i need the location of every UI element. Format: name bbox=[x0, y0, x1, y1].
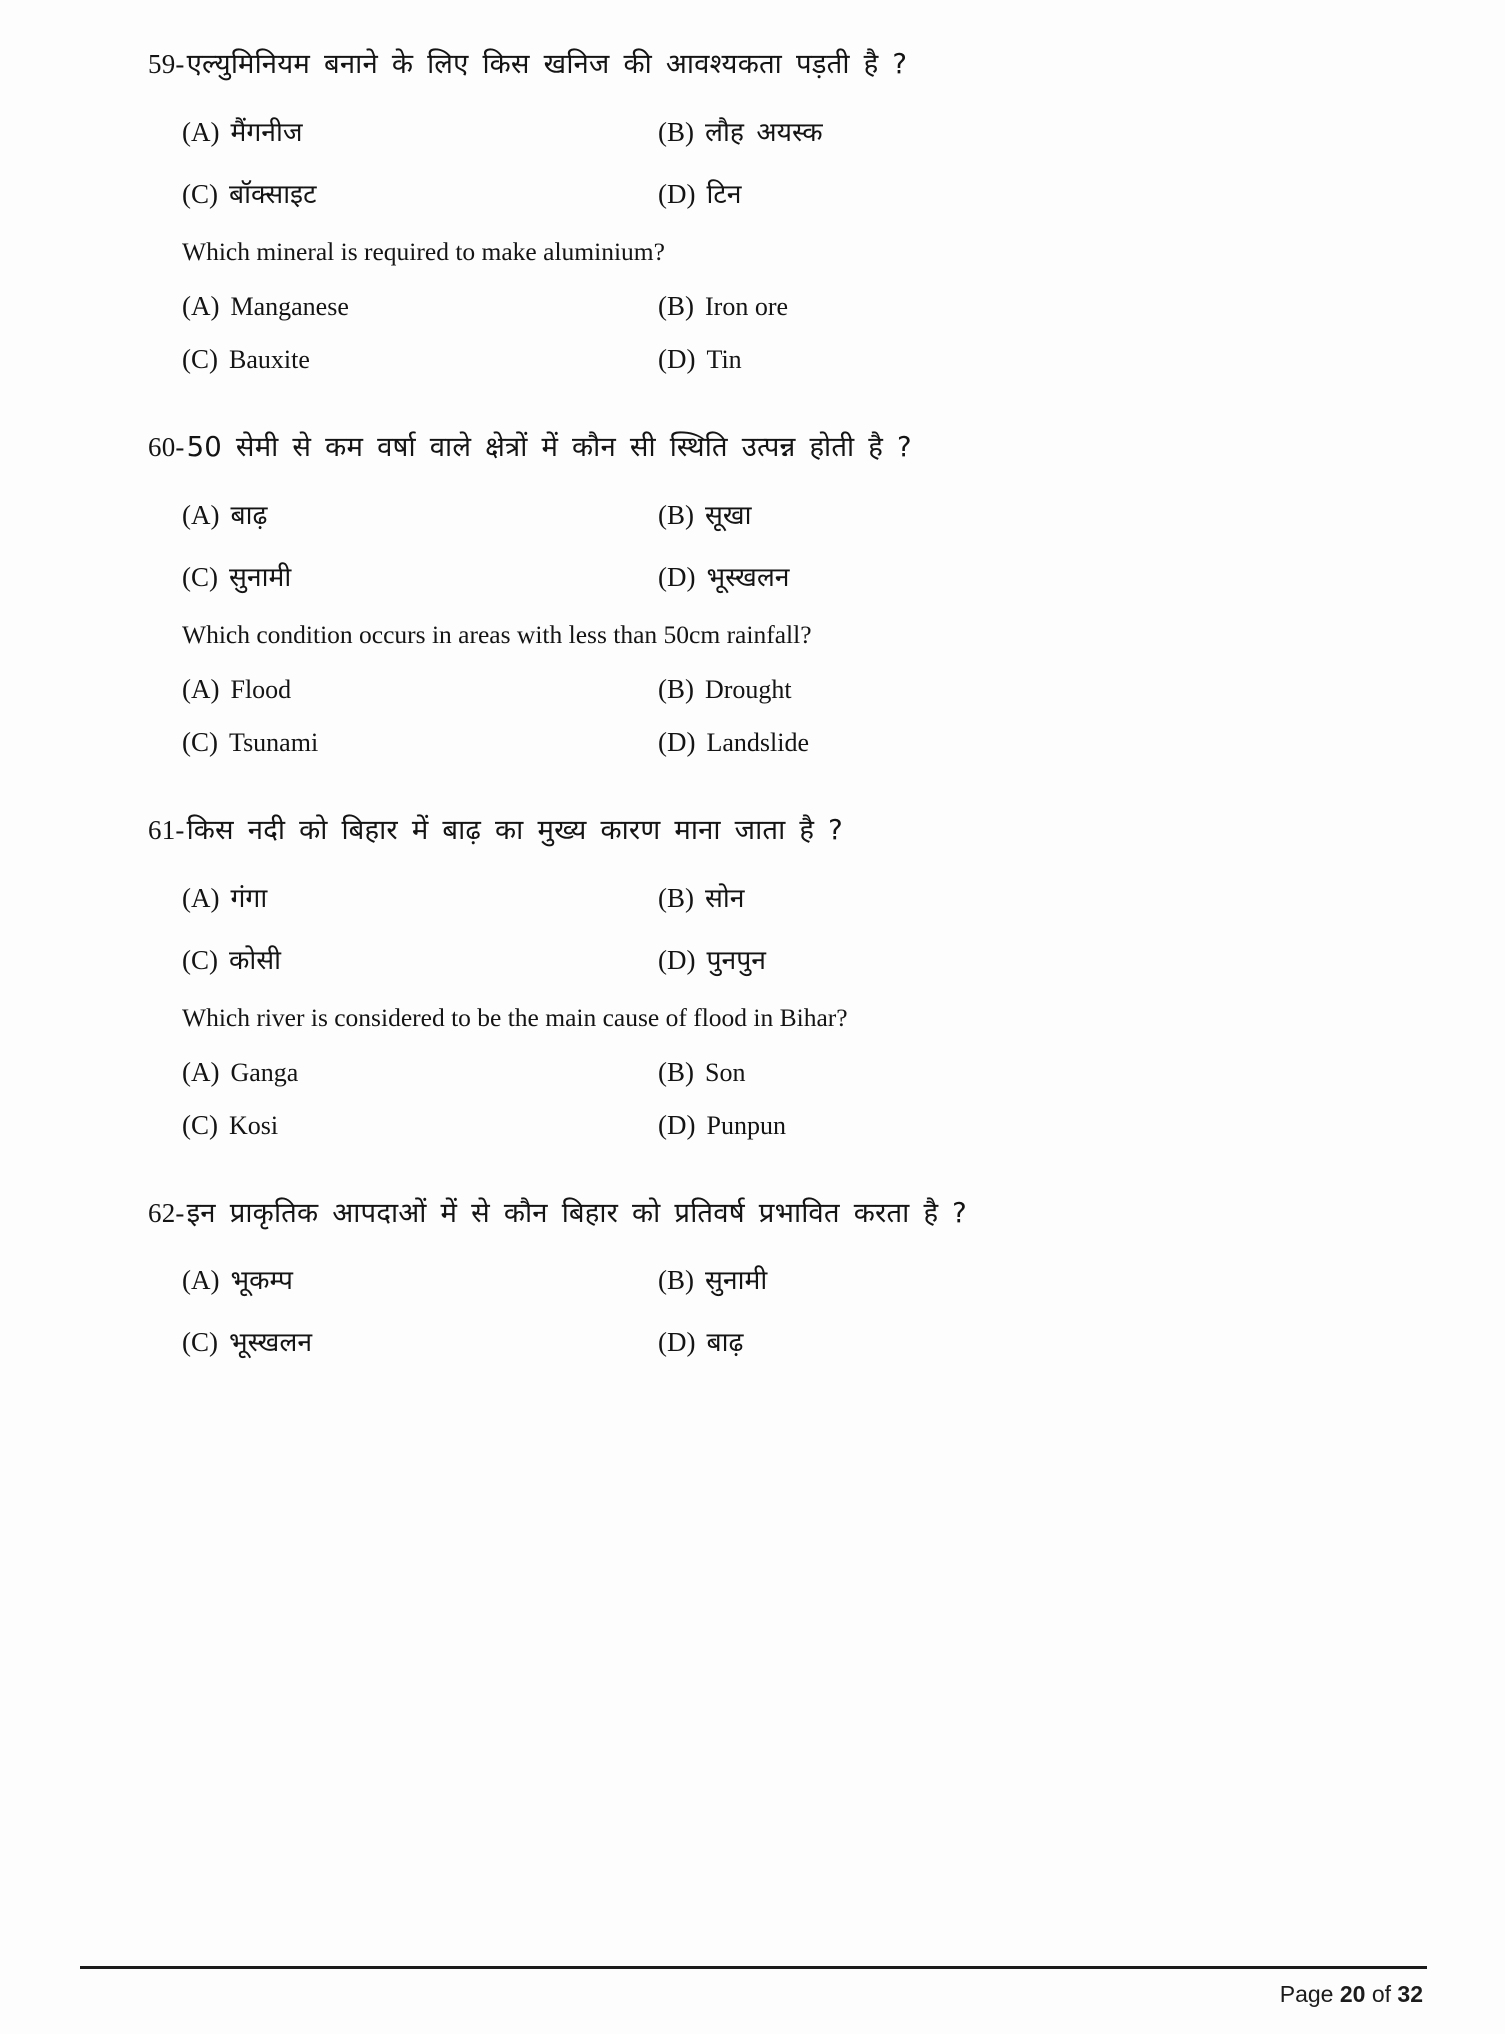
question-number-61: 61- bbox=[148, 814, 185, 845]
footer-total-pages: 32 bbox=[1397, 1981, 1423, 2007]
option-row bbox=[148, 1323, 1363, 1359]
question-block-60 bbox=[148, 429, 1363, 758]
option-row bbox=[148, 558, 1363, 594]
option-label: Manganese bbox=[230, 291, 349, 321]
option-label: भूस्खलन bbox=[229, 1327, 313, 1359]
option-c-english-61[interactable] bbox=[148, 1110, 652, 1141]
option-label: भूस्खलन bbox=[706, 561, 790, 593]
option-key: (C) bbox=[182, 178, 218, 209]
question-heading-60 bbox=[148, 429, 1363, 466]
question-block-62 bbox=[148, 1195, 1363, 1360]
option-c-hindi-59[interactable] bbox=[148, 175, 652, 211]
option-label: मैंगनीज bbox=[230, 116, 303, 148]
option-label: Tin bbox=[706, 344, 742, 374]
footer-page-word: Page bbox=[1279, 1981, 1334, 2007]
option-key: (A) bbox=[182, 116, 220, 147]
option-key: (A) bbox=[182, 290, 220, 321]
option-d-english-61[interactable] bbox=[652, 1110, 1363, 1141]
option-key: (B) bbox=[658, 1265, 694, 1296]
option-c-english-60[interactable] bbox=[148, 727, 652, 758]
option-b-hindi-60[interactable] bbox=[652, 496, 1363, 532]
question-heading-61 bbox=[148, 812, 1363, 849]
question-block-61 bbox=[148, 812, 1363, 1141]
option-label: Tsunami bbox=[229, 727, 319, 757]
option-label: Drought bbox=[705, 674, 792, 704]
option-d-english-60[interactable] bbox=[652, 727, 1363, 758]
option-a-english-60[interactable] bbox=[148, 674, 652, 705]
question-text-hindi-62: इन प्राकृतिक आपदाओं में से कौन बिहार को प्रतिवर्ष प्रभावित करता है ? bbox=[186, 1196, 967, 1229]
option-d-hindi-61[interactable] bbox=[652, 941, 1363, 977]
question-text-english-59: Which mineral is required to make aluminium? bbox=[182, 236, 665, 266]
option-key: (C) bbox=[182, 343, 218, 374]
page-number-label bbox=[80, 1981, 1427, 2008]
option-row bbox=[148, 344, 1363, 375]
option-b-hindi-62[interactable] bbox=[652, 1261, 1363, 1297]
page-footer bbox=[80, 1966, 1427, 2008]
option-key: (C) bbox=[182, 726, 218, 757]
option-key: (C) bbox=[182, 561, 218, 592]
option-label: सोन bbox=[705, 882, 745, 914]
option-d-english-59[interactable] bbox=[652, 344, 1363, 375]
option-key: (D) bbox=[658, 726, 696, 757]
option-label: गंगा bbox=[230, 882, 268, 914]
option-b-english-59[interactable] bbox=[652, 291, 1363, 322]
option-d-hindi-60[interactable] bbox=[652, 558, 1363, 594]
option-b-english-60[interactable] bbox=[652, 674, 1363, 705]
option-label: सूखा bbox=[705, 499, 752, 531]
option-label: Son bbox=[705, 1057, 746, 1087]
option-label: Punpun bbox=[706, 1110, 786, 1140]
option-label: टिन bbox=[706, 178, 742, 210]
option-key: (A) bbox=[182, 882, 220, 913]
hindi-options-60 bbox=[148, 496, 1363, 594]
option-row bbox=[148, 1261, 1363, 1297]
option-key: (B) bbox=[658, 499, 694, 530]
hindi-options-59 bbox=[148, 113, 1363, 211]
option-key: (B) bbox=[658, 1056, 694, 1087]
english-options-60 bbox=[148, 674, 1363, 758]
option-b-hindi-59[interactable] bbox=[652, 113, 1363, 149]
option-row bbox=[148, 175, 1363, 211]
option-row bbox=[148, 291, 1363, 322]
question-text-hindi-61: किस नदी को बिहार में बाढ़ का मुख्य कारण माना जाता है ? bbox=[186, 813, 843, 846]
option-label: बॉक्साइट bbox=[229, 178, 317, 210]
question-text-english-61: Which river is considered to be the main cause of flood in Bihar? bbox=[182, 1002, 848, 1032]
option-a-hindi-62[interactable] bbox=[148, 1261, 652, 1297]
option-label: Ganga bbox=[230, 1057, 299, 1087]
question-text-hindi-60: 50 सेमी से कम वर्षा वाले क्षेत्रों में कौन सी स्थिति उत्पन्न होती है ? bbox=[186, 430, 912, 463]
option-a-english-59[interactable] bbox=[148, 291, 652, 322]
option-key: (A) bbox=[182, 499, 220, 530]
question-number-62: 62- bbox=[148, 1197, 185, 1228]
option-row bbox=[148, 941, 1363, 977]
option-row bbox=[148, 1110, 1363, 1141]
option-label: सुनामी bbox=[705, 1265, 768, 1297]
option-key: (D) bbox=[658, 343, 696, 374]
option-key: (B) bbox=[658, 673, 694, 704]
option-label: Bauxite bbox=[229, 344, 310, 374]
option-key: (D) bbox=[658, 178, 696, 209]
question-text-hindi-59: एल्युमिनियम बनाने के लिए किस खनिज की आवश्यकता पड़ती है ? bbox=[186, 48, 908, 80]
option-label: सुनामी bbox=[229, 561, 292, 593]
option-label: लौह अयस्क bbox=[705, 116, 823, 148]
option-a-hindi-60[interactable] bbox=[148, 496, 652, 532]
hindi-options-62 bbox=[148, 1261, 1363, 1359]
option-c-hindi-61[interactable] bbox=[148, 941, 652, 977]
option-a-hindi-61[interactable] bbox=[148, 879, 652, 915]
option-key: (C) bbox=[182, 1109, 218, 1140]
option-d-hindi-59[interactable] bbox=[652, 175, 1363, 211]
question-block-59 bbox=[148, 46, 1363, 375]
option-key: (B) bbox=[658, 882, 694, 913]
question-heading-59 bbox=[148, 46, 1363, 83]
option-key: (A) bbox=[182, 1265, 220, 1296]
option-key: (D) bbox=[658, 561, 696, 592]
option-key: (D) bbox=[658, 944, 696, 975]
option-c-english-59[interactable] bbox=[148, 344, 652, 375]
option-label: भूकम्प bbox=[230, 1265, 293, 1297]
option-key: (C) bbox=[182, 944, 218, 975]
option-c-hindi-60[interactable] bbox=[148, 558, 652, 594]
option-a-hindi-59[interactable] bbox=[148, 113, 652, 149]
option-b-english-61[interactable] bbox=[652, 1057, 1363, 1088]
option-row bbox=[148, 879, 1363, 915]
option-key: (C) bbox=[182, 1327, 218, 1358]
option-label: बाढ़ bbox=[230, 499, 268, 531]
english-options-61 bbox=[148, 1057, 1363, 1141]
option-key: (B) bbox=[658, 116, 694, 147]
question-number-59: 59- bbox=[148, 49, 185, 79]
option-label: Landslide bbox=[706, 727, 810, 757]
option-a-english-61[interactable] bbox=[148, 1057, 652, 1088]
footer-divider bbox=[80, 1966, 1427, 1969]
questions-container bbox=[148, 46, 1363, 1413]
option-row bbox=[148, 113, 1363, 149]
option-label: Flood bbox=[230, 674, 292, 704]
option-key: (D) bbox=[658, 1109, 696, 1140]
option-label: कोसी bbox=[229, 944, 281, 976]
option-label: Kosi bbox=[229, 1110, 279, 1140]
option-label: Iron ore bbox=[705, 291, 789, 321]
option-key: (D) bbox=[658, 1327, 696, 1358]
option-key: (A) bbox=[182, 1056, 220, 1087]
footer-of-word: of bbox=[1371, 1981, 1392, 2007]
option-c-hindi-62[interactable] bbox=[148, 1323, 652, 1359]
option-label: बाढ़ bbox=[706, 1327, 744, 1359]
option-key: (A) bbox=[182, 673, 220, 704]
question-number-60: 60- bbox=[148, 431, 185, 462]
option-row bbox=[148, 1057, 1363, 1088]
hindi-options-61 bbox=[148, 879, 1363, 977]
option-row bbox=[148, 496, 1363, 532]
option-d-hindi-62[interactable] bbox=[652, 1323, 1363, 1359]
question-text-english-60: Which condition occurs in areas with less than 50cm rainfall? bbox=[182, 619, 812, 649]
option-b-hindi-61[interactable] bbox=[652, 879, 1363, 915]
option-key: (B) bbox=[658, 290, 694, 321]
question-heading-62 bbox=[148, 1195, 1363, 1232]
footer-current-page: 20 bbox=[1339, 1981, 1366, 2007]
option-row bbox=[148, 727, 1363, 758]
option-label: पुनपुन bbox=[706, 944, 767, 976]
option-row bbox=[148, 674, 1363, 705]
english-options-59 bbox=[148, 291, 1363, 375]
